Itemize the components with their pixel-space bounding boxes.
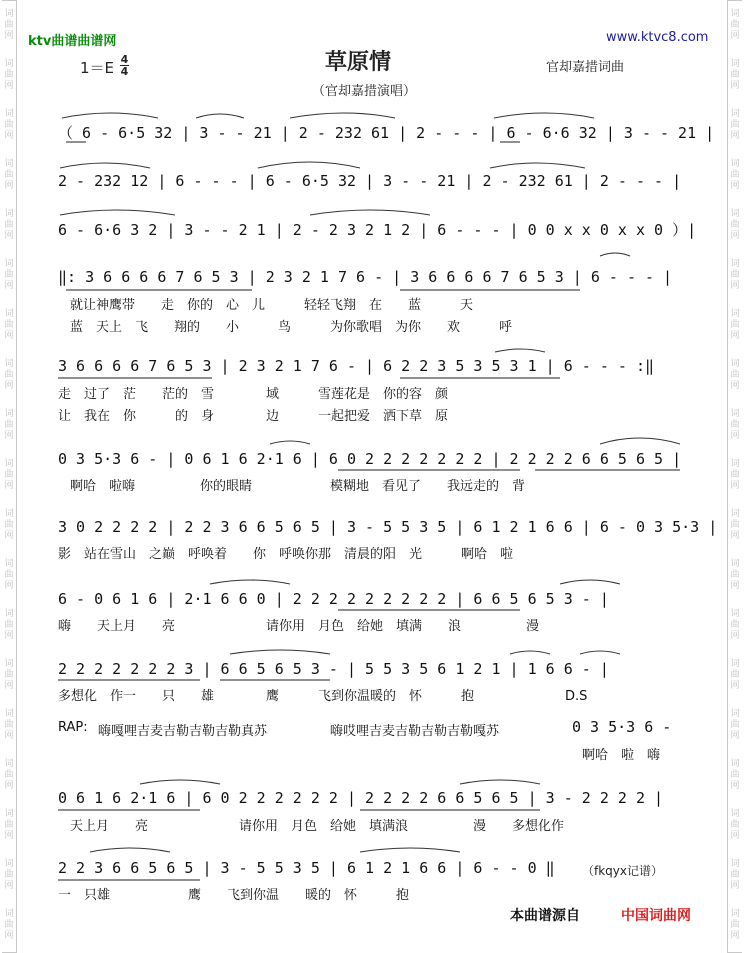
margin-watermark-text: 词 曲 网: [4, 359, 14, 391]
score-line-11: 2 2 3 6 6 5 6 5 | 3 - 5 5 3 5 | 6 1 2 1 6 6 | 6 - - 0 ‖: [58, 859, 555, 877]
composer-credit: 官却嘉措词曲: [546, 60, 625, 75]
margin-watermark-text: 词 曲 网: [730, 809, 740, 841]
transcriber-note: （fkqyx记谱）: [582, 864, 663, 878]
margin-watermark-text: 词 曲 网: [4, 659, 14, 691]
margin-watermark-text: 词 曲 网: [4, 859, 14, 891]
margin-watermark-text: 词 曲 网: [4, 409, 14, 441]
key-signature: 1＝E: [80, 59, 115, 77]
margin-watermark-text: 词 曲 网: [4, 459, 14, 491]
margin-watermark-text: 词 曲 网: [730, 259, 740, 291]
song-title: 草原情: [325, 50, 392, 75]
score-line-5: 3 6 6 6 6 7 6 5 3 | 2 3 2 1 7 6 - | 6 2 2 3 5 3 5 3 1 | 6 - - - :‖: [58, 357, 655, 375]
score-line-10: 0 6 1 6 2·1 6 | 6 0 2 2 2 2 2 2 | 2 2 2 2 6 6 5 6 5 | 3 - 2 2 2 2 |: [58, 789, 664, 807]
rap-score: 0 3 5·3 6 -: [572, 718, 672, 736]
lyric-line-6: 影 站在雪山 之巅 呼唤着 你 呼唤你那 清晨的阳 光 啊哈 啦: [58, 547, 514, 562]
margin-watermark-text: 词 曲 网: [4, 559, 14, 591]
margin-watermark-text: 词 曲 网: [730, 909, 740, 941]
margin-watermark-text: 词 曲 网: [4, 109, 14, 141]
margin-watermark-text: 词 曲 网: [4, 9, 14, 41]
margin-watermark-text: 词 曲 网: [730, 459, 740, 491]
performer-subtitle: （官却嘉措演唱）: [312, 84, 417, 99]
margin-watermark-text: 词 曲 网: [4, 809, 14, 841]
lyric-line-3: 走 过了 茫 茫的 雪 域 雪莲花是 你的容 颜: [58, 387, 449, 402]
lyric-line-2: 蓝 天上 飞 翔的 小 鸟 为你歌唱 为你 欢 呼: [70, 320, 513, 335]
margin-watermark-text: 词 曲 网: [4, 259, 14, 291]
margin-watermark-text: 词 曲 网: [730, 559, 740, 591]
margin-watermark-text: 词 曲 网: [730, 109, 740, 141]
margin-watermark-text: 词 曲 网: [730, 409, 740, 441]
lyric-line-4: 让 我在 你 的 身 边 一起把爱 洒下草 原: [58, 409, 449, 424]
score-line-9: 2 2 2 2 2 2 2 3 | 6 6 5 6 5 3 - | 5 5 3 5 6 1 2 1 | 1 6 6 - |: [58, 660, 609, 678]
margin-watermark-text: 词 曲 网: [4, 209, 14, 241]
margin-watermark-text: 词 曲 网: [730, 359, 740, 391]
margin-watermark-text: 词 曲 网: [730, 209, 740, 241]
lyric-line-1: 就让神鹰带 走 你的 心 儿 轻轻飞翔 在 蓝 天: [70, 298, 474, 313]
lyric-line-10: 一 只雄 鹰 飞到你温 暖的 怀 抱: [58, 888, 410, 903]
margin-watermark-text: 词 曲 网: [730, 309, 740, 341]
margin-watermark-text: 词 曲 网: [730, 59, 740, 91]
lyric-line-5: 啊哈 啦嗨 你的眼睛 模糊地 看见了 我远走的 背: [70, 479, 526, 494]
source-label: 本曲谱源自: [510, 908, 580, 924]
margin-watermark-text: 词 曲 网: [730, 759, 740, 791]
margin-watermark-text: 词 曲 网: [4, 709, 14, 741]
margin-watermark-text: 词 曲 网: [730, 9, 740, 41]
score-line-8: 6 - 0 6 1 6 | 2·1 6 6 0 | 2 2 2 2 2 2 2 2 2 | 6 6 5 6 5 3 - |: [58, 590, 609, 608]
score-line-6: 0 3 5·3 6 - | 0 6 1 6 2·1 6 | 6 0 2 2 2 2 2 2 2 | 2 2 2 2 6 6 5 6 5 |: [58, 450, 682, 468]
score-line-3: 6 - 6·6 3 2 | 3 - - 2 1 | 2 - 2 3 2 1 2 | 6 - - - | 0 0 x x 0 x x 0 ）|: [58, 221, 697, 239]
time-signature-bottom: 4: [120, 65, 129, 78]
score-line-4: ‖: 3 6 6 6 6 7 6 5 3 | 2 3 2 1 7 6 - | 3 6 6 6 6 7 6 5 3 | 6 - - - |: [58, 268, 673, 286]
margin-watermark-text: 词 曲 网: [4, 59, 14, 91]
margin-watermark-text: 词 曲 网: [4, 509, 14, 541]
lyric-line-9: 天上月 亮 请你用 月色 给她 填满浪 漫 多想化作: [70, 819, 565, 834]
margin-watermark-text: 词 曲 网: [730, 859, 740, 891]
rap-part-2: 嗨哎哩吉麦吉勒吉勒吉勒嘎苏: [330, 724, 500, 739]
score-line-7: 3 0 2 2 2 2 | 2 2 3 6 6 5 6 5 | 3 - 5 5 3 5 | 6 1 2 1 6 6 | 6 - 0 3 5·3 |: [58, 518, 718, 536]
margin-watermark-text: 词 曲 网: [4, 609, 14, 641]
margin-watermark-text: 词 曲 网: [730, 509, 740, 541]
lyric-line-7: 嗨 天上月 亮 请你用 月色 给她 填满 浪 漫: [58, 619, 540, 634]
rap-lyric: 啊哈 啦 嗨: [582, 748, 661, 763]
margin-watermark-text: 词 曲 网: [730, 709, 740, 741]
margin-watermark-text: 词 曲 网: [730, 659, 740, 691]
margin-watermark-text: 词 曲 网: [4, 309, 14, 341]
margin-watermark-text: 词 曲 网: [4, 909, 14, 941]
rap-part-1: 嗨嘎哩吉麦吉勒吉勒吉勒真苏: [98, 724, 268, 739]
site-name-left[interactable]: ktv曲谱曲谱网: [28, 34, 117, 49]
score-line-1: （ 6 - 6·5 32 | 3 - - 21 | 2 - 232 61 | 2 - - - | 6 - 6·6 32 | 3 - - 21 |: [58, 124, 715, 142]
rap-label: RAP:: [58, 720, 88, 735]
score-line-2: 2 - 232 12 | 6 - - - | 6 - 6·5 32 | 3 - - 21 | 2 - 232 61 | 2 - - - |: [58, 172, 682, 190]
margin-watermark-text: 词 曲 网: [730, 159, 740, 191]
lyric-line-8: 多想化 作一 只 雄 鹰 飞到你温暖的 怀 抱 D.S: [58, 689, 588, 704]
margin-watermark-text: 词 曲 网: [4, 759, 14, 791]
source-site-link[interactable]: 中国词曲网: [621, 908, 691, 924]
margin-watermark-text: 词 曲 网: [4, 159, 14, 191]
margin-watermark-text: 词 曲 网: [730, 609, 740, 641]
time-signature-top: 4: [120, 53, 129, 66]
site-url-right[interactable]: www.ktvc8.com: [606, 30, 709, 45]
